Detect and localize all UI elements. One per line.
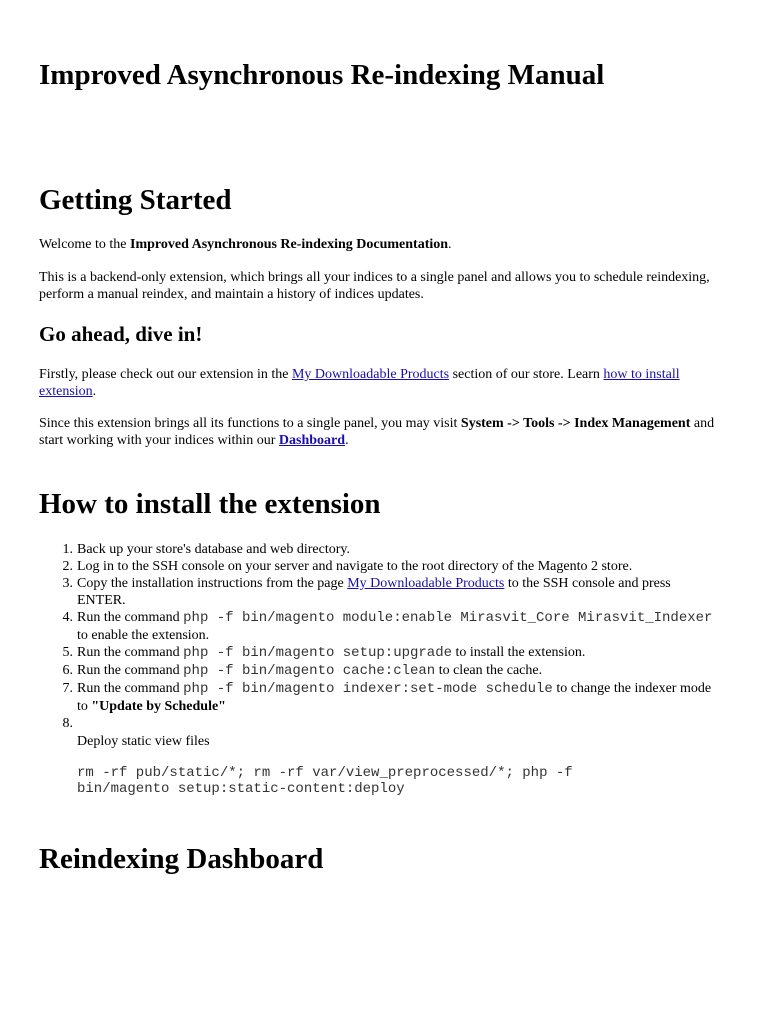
command-code: php -f bin/magento cache:clean bbox=[183, 663, 436, 679]
p1-middle: section of our store. Learn bbox=[449, 367, 604, 382]
p2-suffix: . bbox=[345, 433, 349, 448]
step-suffix: to clean the cache. bbox=[435, 663, 543, 678]
section-heading-install: How to install the extension bbox=[39, 488, 381, 520]
step-number: 2. bbox=[62, 559, 73, 574]
step-suffix: to the SSH console and press ENTER. bbox=[77, 576, 671, 608]
step-suffix: to enable the extension. bbox=[77, 628, 210, 643]
welcome-suffix: . bbox=[448, 237, 452, 252]
command-code: php -f bin/magento module:enable Mirasvit_Core Mirasvit_Indexer bbox=[183, 610, 713, 626]
section-heading-getting-started: Getting Started bbox=[39, 184, 232, 216]
dashboard-link[interactable]: Dashboard bbox=[278, 433, 346, 448]
list-item bbox=[62, 575, 719, 609]
my-downloadable-products-link[interactable]: My Downloadable Products bbox=[291, 367, 450, 382]
step-prefix: Run the command bbox=[77, 610, 184, 625]
step-number: 1. bbox=[62, 542, 73, 557]
intro-paragraph: This is a backend-only extension, which brings all your indices to a single panel and allows you to schedule reindexing, perform a manual reindex, and maintain a history of indices updates. bbox=[39, 270, 710, 302]
step-suffix: to change the indexer mode to bbox=[77, 681, 712, 714]
index-management-path: System -> Tools -> Index Management bbox=[460, 416, 691, 431]
list-item bbox=[62, 558, 719, 575]
step-prefix: Run the command bbox=[77, 681, 184, 696]
p2-middle: and start working with your indices within our bbox=[39, 416, 715, 448]
step-number: 5. bbox=[62, 645, 73, 660]
step-number: 6. bbox=[62, 663, 73, 678]
welcome-prefix: Welcome to the bbox=[39, 237, 131, 252]
list-item bbox=[62, 609, 719, 644]
step-suffix: to install the extension. bbox=[452, 645, 586, 660]
step-text: Back up your store's database and web directory. bbox=[77, 542, 350, 557]
update-by-schedule-text: "Update by Schedule" bbox=[91, 699, 226, 714]
panel-paragraph bbox=[39, 415, 719, 449]
subsection-heading-dive-in: Go ahead, dive in! bbox=[39, 322, 203, 346]
welcome-paragraph bbox=[39, 236, 719, 253]
welcome-bold-title: Improved Asynchronous Re-indexing Documentation bbox=[130, 237, 449, 252]
step-prefix: Run the command bbox=[77, 663, 184, 678]
step-number: 7. bbox=[62, 681, 73, 696]
document-title: Improved Asynchronous Re-indexing Manual bbox=[39, 59, 605, 91]
list-item bbox=[62, 541, 719, 558]
list-item bbox=[62, 680, 719, 715]
install-steps-list bbox=[39, 541, 719, 797]
step-number: 3. bbox=[62, 576, 73, 591]
step-text: Deploy static view files bbox=[77, 734, 210, 749]
check-extension-paragraph bbox=[39, 366, 719, 400]
step-prefix: Run the command bbox=[77, 645, 184, 660]
p1-prefix: Firstly, please check out our extension in the bbox=[39, 367, 292, 382]
step-number: 4. bbox=[62, 610, 73, 625]
section-heading-dashboard: Reindexing Dashboard bbox=[39, 843, 324, 875]
list-item bbox=[62, 715, 719, 797]
my-downloadable-products-link-step[interactable]: My Downloadable Products bbox=[347, 576, 505, 591]
command-code: php -f bin/magento setup:upgrade bbox=[183, 645, 452, 661]
list-item bbox=[62, 644, 719, 662]
step-number: 8. bbox=[62, 716, 73, 731]
deploy-code-block: rm -rf pub/static/*; rm -rf var/view_preprocessed/*; php -f bin/magento setup:static-content:deploy bbox=[77, 765, 573, 797]
step-text: Log in to the SSH console on your server and navigate to the root directory of the Magento 2 store. bbox=[77, 559, 633, 574]
p2-prefix: Since this extension brings all its functions to a single panel, you may visit bbox=[39, 416, 461, 431]
p1-suffix: . bbox=[92, 384, 97, 399]
command-code: php -f bin/magento indexer:set-mode schedule bbox=[183, 681, 553, 697]
list-item bbox=[62, 662, 719, 680]
step-prefix: Copy the installation instructions from the page bbox=[77, 576, 348, 591]
how-to-install-link[interactable]: how to install extension bbox=[39, 367, 680, 399]
